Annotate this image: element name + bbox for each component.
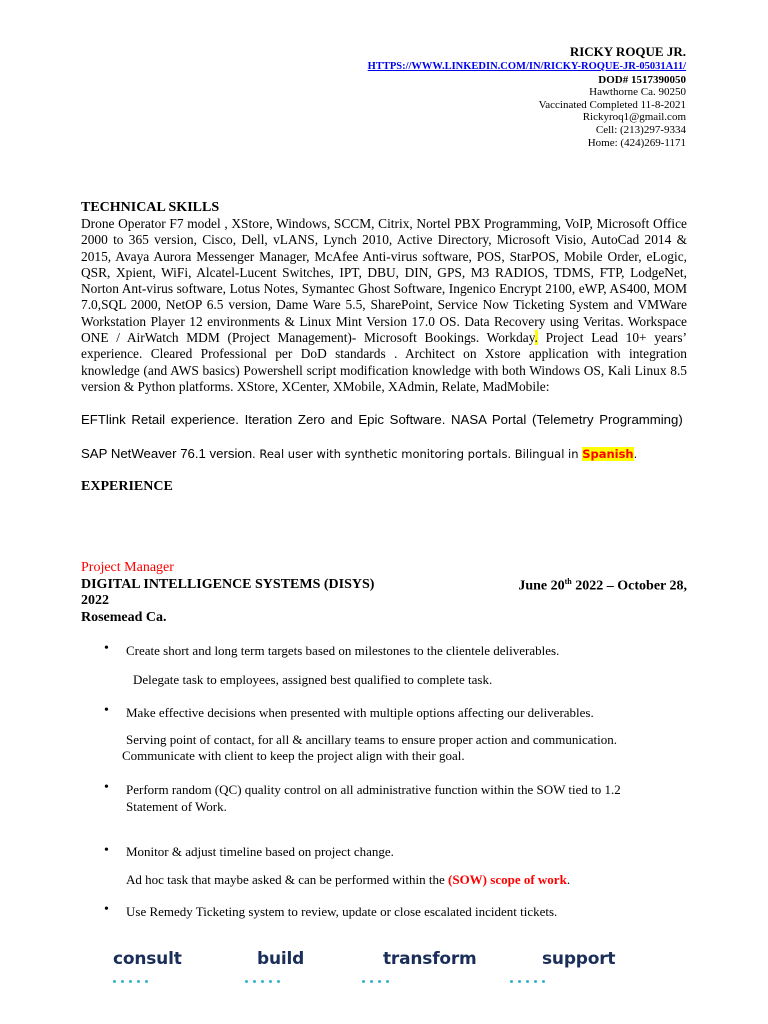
footer-dots — [113, 970, 153, 974]
sow-scope: (SOW) scope of work — [448, 872, 567, 887]
dod-number: DOD# 1517390050 — [598, 73, 686, 86]
candidate-name: RICKY ROQUE JR. — [569, 44, 686, 59]
cell-phone: Cell: (213)297-9334 — [595, 123, 686, 136]
end-period: . — [633, 447, 638, 461]
technical-skills-heading: TECHNICAL SKILLS — [81, 200, 220, 215]
sap-tail: . Real user with synthetic monitoring portals. Bilingual in — [252, 447, 583, 461]
sap-version: SAP NetWeaver 76.1 version — [81, 446, 253, 461]
date-sup: th — [564, 577, 572, 586]
email: Rickyroq1@gmail.com — [582, 111, 686, 124]
job-dates — [518, 577, 687, 595]
technical-skills-body — [81, 216, 687, 395]
footer-consult: consult — [113, 949, 182, 969]
sub-4-text: Ad hoc task that maybe asked & can be performed within the — [126, 872, 449, 887]
home-phone: Home: (424)269-1171 — [587, 136, 686, 149]
bullet-dot: • — [104, 843, 109, 858]
date-end: 2022 – October 28, — [571, 578, 687, 594]
bullet-4: Monitor & adjust timeline based on project change. — [126, 844, 394, 859]
footer-build: build — [257, 949, 305, 969]
job-city: Rosemead Ca. — [81, 610, 167, 625]
footer-transform: transform — [383, 949, 477, 969]
bullet-3: Perform random (QC) quality control on all administrative function within the SOW tied to 1.2 Statement of Work. — [126, 782, 621, 814]
company-name: DIGITAL INTELLIGENCE SYSTEMS (DISYS) — [81, 577, 375, 592]
skills-text-b: Project Lead 10+ years’ experience. Cleared Professional per DoD standards . Architect on Xstore application with integration knowledge (and AWS basics) Powershell script modification knowledge with both Windows OS, Kali Linux 8.5 version & Python platforms. XStore, XCenter, XMobile, XAdmin, Relate, MadMobile: — [81, 330, 687, 394]
bullet-1: Create short and long term targets based on milestones to the clientele deliverables. — [126, 643, 560, 658]
bullet-5: Use Remedy Ticketing system to review, update or close escalated incident tickets. — [126, 904, 558, 919]
sub-4-end: . — [566, 872, 571, 887]
job-year: 2022 — [81, 593, 109, 608]
footer-dots — [510, 970, 550, 974]
footer-support: support — [542, 949, 616, 969]
bullet-dot: • — [104, 902, 109, 917]
footer-dots — [245, 970, 285, 974]
date-start: June 20 — [518, 578, 565, 594]
job-role: Project Manager — [81, 560, 174, 575]
location: Hawthorne Ca. 90250 — [589, 86, 686, 99]
footer-dots — [362, 970, 394, 974]
highlight-mark: . — [534, 330, 538, 346]
contact-header — [368, 44, 686, 149]
bullet-dot: • — [104, 703, 109, 718]
skills-text-a: Drone Operator F7 model , XStore, Windows, SCCM, Citrix, Nortel PBX Programming, VoIP, Microsoft Office 2000 to 365 version, Cisco, Dell, vLANS, Lynch 2010, Active Directory, Microsoft Visio, AutoCad 2014 & 2015, Avaya Aurora Messenger Manager, McAfee Anti-virus software, POS, StarPOS, Mobile Order, eLogic, QSR, Xpient, WiFi, Alcatel-Lucent Switches, IPT, DBU, DIN, GPS, M3 RADIOS, TDMS, FTP, LodgeNet, Norton Ant-virus software, Lotus Notes, Symantec Ghost Software, Ingenico Encrypt 2100, eWP, AS400, MOM 7.0,SQL 2000, NetOP 6.5 version, Dame Ware 5.5, SharePoint, Service Now Ticketing System and VMWare Workstation Player 12 environments & Linux Mint Version 17.0 OS. Data Recovery using Veritas. Workspace ONE / AirWatch MDM (Project Management)- Microsoft Bookings. Workday — [81, 216, 687, 346]
sub-2b: Communicate with client to keep the project align with their goal. — [122, 748, 465, 763]
bullet-dot: • — [104, 641, 109, 656]
vaccination-status: Vaccinated Completed 11-8-2021 — [538, 98, 686, 111]
experience-heading: EXPERIENCE — [81, 479, 173, 494]
bullet-dot: • — [104, 780, 109, 795]
sub-2a: Serving point of contact, for all & ancillary teams to ensure proper action and communication. — [126, 732, 617, 747]
eftlink-line: EFTlink Retail experience. Iteration Zero and Epic Software. NASA Portal (Telemetry Programming) — [81, 412, 683, 427]
sub-4 — [126, 871, 686, 888]
sub-1: Delegate task to employees, assigned best qualified to complete task. — [133, 672, 493, 687]
bullet-2: Make effective decisions when presented with multiple options affecting our deliverables. — [126, 705, 594, 720]
spanish-highlight: Spanish — [582, 447, 634, 461]
linkedin-link[interactable]: HTTPS://WWW.LINKEDIN.COM/IN/RICKY-ROQUE-JR-05031A11/ — [367, 61, 686, 72]
sap-line — [81, 445, 637, 463]
